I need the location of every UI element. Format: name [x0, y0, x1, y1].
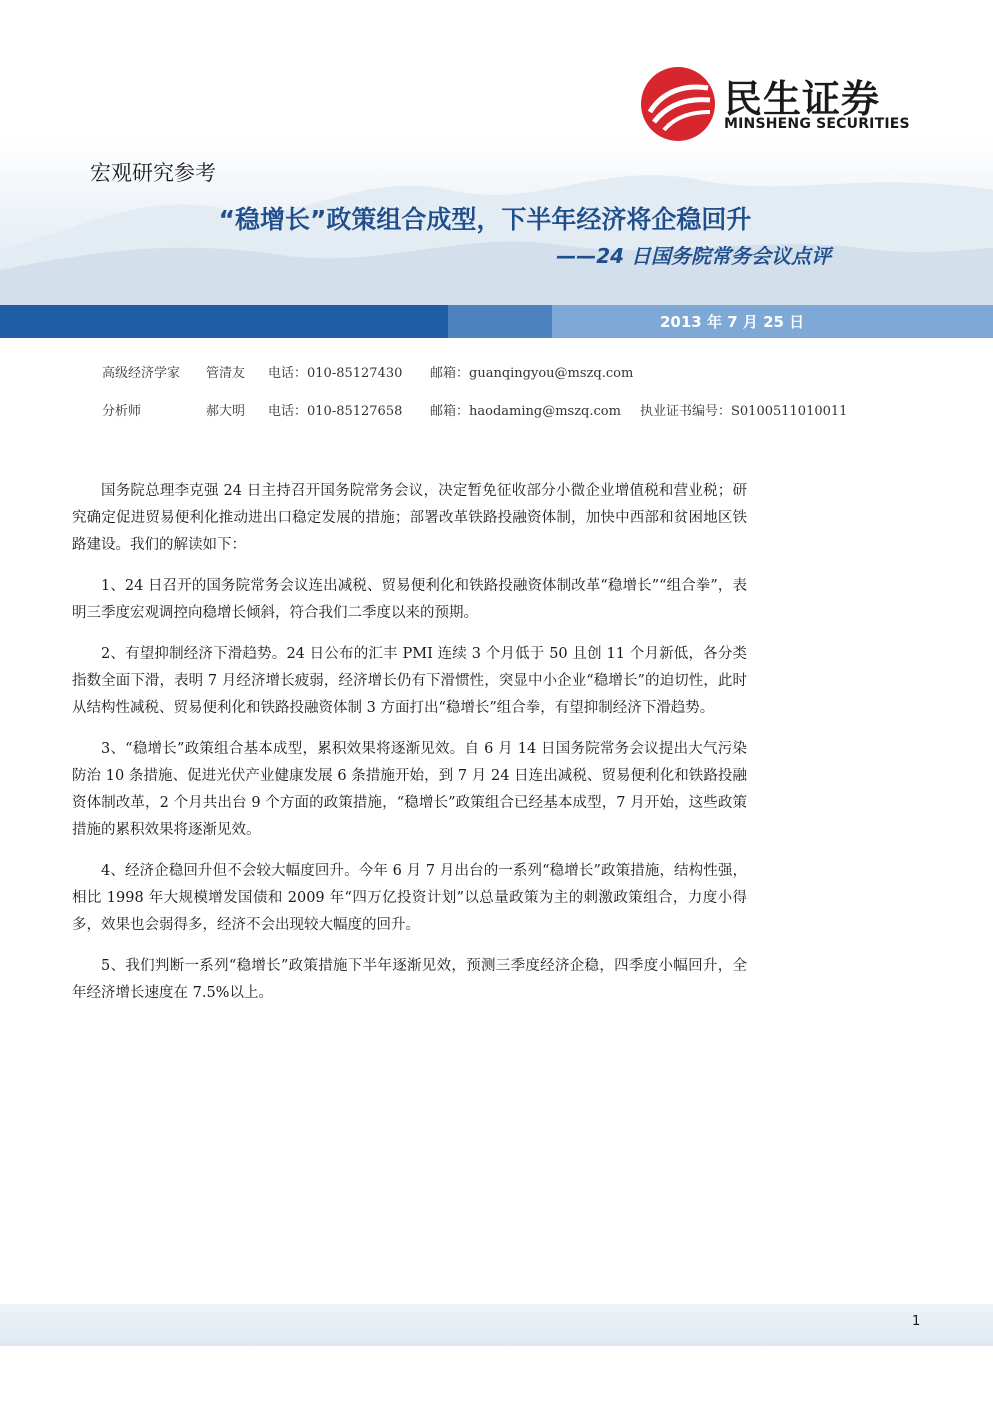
author-name: 管清友 — [206, 366, 246, 381]
body-paragraph: 2、有望抑制经济下滑趋势。24 日公布的汇丰 PMI 连续 3 个月低于 50 且创 11 个月新低，各分类指数全面下滑，表明 7 月经济增长疲弱，经济增长仍有下滑惯性，突显中小企业“稳增长”的迫切性，此时从结构性减税、贸易便利化和铁路投融资体制 3 方面打出“稳增长”组合拳，有望抑制经济下滑趋势。 — [72, 646, 747, 716]
body-paragraph: 4、经济企稳回升但不会较大幅度回升。今年 6 月 7 月出台的一系列“稳增长”政策措施，结构性强，相比 1998 年大规模增发国债和 2009 年“四万亿投资计划”以总量政策为主的刺激政策组合，力度小得多，效果也会弱得多，经济不会出现较大幅度的回升。 — [72, 863, 747, 933]
author-certificate: 执业证书编号：S0100511010011 — [640, 404, 848, 419]
author-phone: 电话：010-85127658 — [268, 404, 403, 419]
band-segment-dark — [0, 305, 448, 338]
report-series: 宏观研究参考 — [90, 161, 216, 185]
report-title: “稳增长”政策组合成型，下半年经济将企稳回升 — [218, 205, 752, 234]
report-date: 2013 年 7 月 25 日 — [660, 313, 805, 331]
author-role: 高级经济学家 — [102, 366, 181, 381]
footer-band — [0, 1304, 993, 1346]
report-body — [72, 478, 747, 1021]
page-number: 1 — [912, 1314, 921, 1329]
body-paragraph: 国务院总理李克强 24 日主持召开国务院常务会议，决定暂免征收部分小微企业增值税和营业税；研究确定促进贸易便利化推动进出口稳定发展的措施；部署改革铁路投融资体制，加快中西部和贫困地区铁路建设。我们的解读如下： — [72, 483, 747, 553]
band-segment-mid — [448, 305, 552, 338]
author-email: 邮箱：haodaming@mszq.com — [430, 404, 621, 419]
author-name: 郝大明 — [206, 404, 246, 419]
logo-name-cn: 民生证券 — [724, 77, 881, 121]
body-paragraph: 1、24 日召开的国务院常务会议连出减税、贸易便利化和铁路投融资体制改革“稳增长”“组合拳”，表明三季度宏观调控向稳增长倾斜，符合我们二季度以来的预期。 — [72, 578, 747, 621]
author-role: 分析师 — [102, 404, 142, 419]
logo-mark-icon — [640, 66, 716, 142]
body-paragraph: 5、我们判断一系列“稳增长”政策措施下半年逐渐见效，预测三季度经济企稳，四季度小幅回升，全年经济增长速度在 7.5%以上。 — [72, 958, 747, 1001]
logo-name-en: MINSHENG SECURITIES — [724, 116, 910, 132]
company-logo — [640, 66, 930, 146]
author-phone: 电话：010-85127430 — [268, 366, 403, 381]
date-band — [0, 305, 993, 338]
body-paragraph: 3、“稳增长”政策组合基本成型，累积效果将逐渐见效。自 6 月 14 日国务院常务会议提出大气污染防治 10 条措施、促进光伏产业健康发展 6 条措施开始，到 7 月 24 日连出减税、贸易便利化和铁路投融资体制改革，2 个月共出台 9 个方面的政策措施，“稳增长”政策组合已经基本成型，7 月开始，这些政策措施的累积效果将逐渐见效。 — [72, 741, 747, 838]
author-email: 邮箱：guanqingyou@mszq.com — [430, 366, 634, 381]
report-subtitle: ——24 日国务院常务会议点评 — [556, 244, 831, 268]
